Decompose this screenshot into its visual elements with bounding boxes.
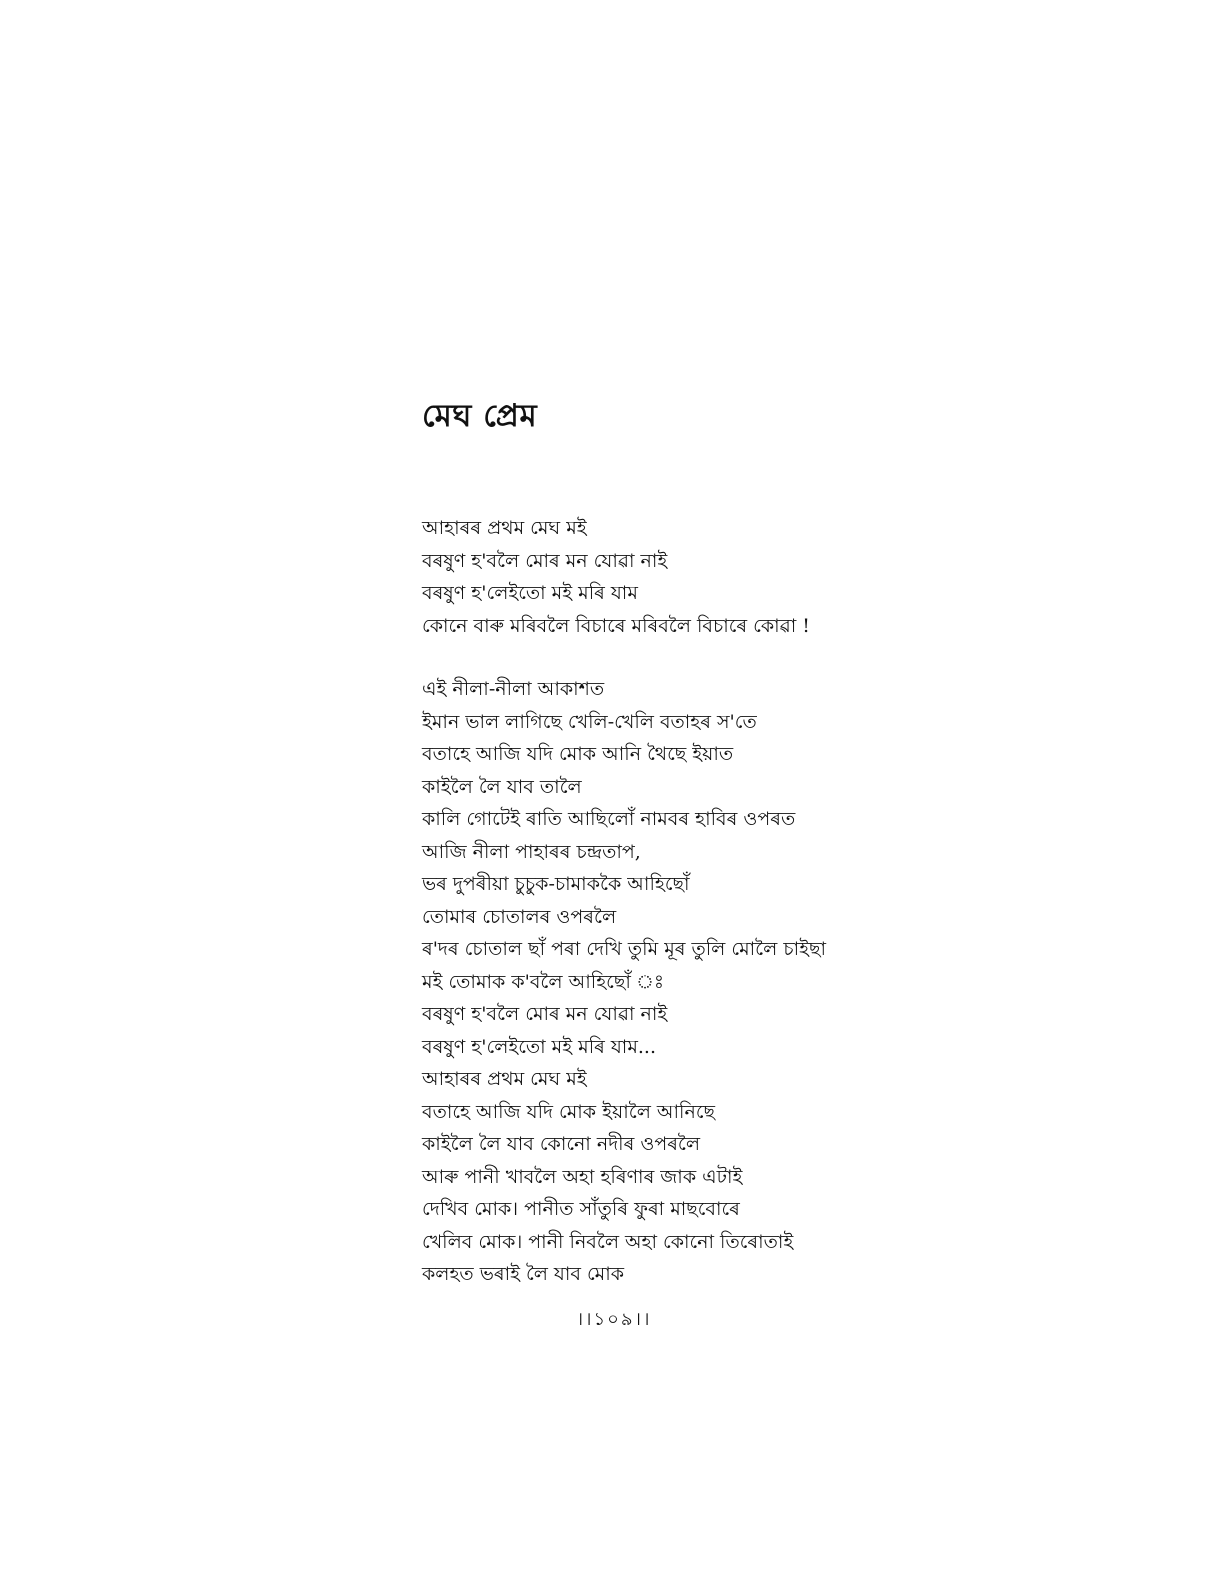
poem-line: মই তোমাক ক'বলৈ আহিছোঁ ঃ (422, 970, 665, 993)
poem-line: আৰু পানী খাবলৈ অহা হৰিণাৰ জাক এটাই (422, 1165, 743, 1188)
poem-line: এই নীলা-নীলা আকাশত (422, 678, 605, 700)
poem-line: বতাহে আজি যদি মোক ইয়ালৈ আনিছে (422, 1100, 715, 1123)
poem-line: আহাৰৰ প্ৰথম মেঘ মই (422, 1068, 587, 1090)
poem-line: কাইলৈ লৈ যাব তালৈ (422, 775, 582, 798)
poem-line: কালি গোটেই ৰাতি আছিলোঁ নামবৰ হাবিৰ ওপৰত (422, 808, 796, 830)
poem-line: ইমান ভাল লাগিছে খেলি-খেলি বতাহৰ স'তে (422, 710, 757, 733)
poem-line: ৰ'দৰ চোতাল ছাঁ পৰা দেখি তুমি মূৰ তুলি মোলৈ চাইছা (422, 938, 826, 960)
poem-line: তোমাৰ চোতালৰ ওপৰলৈ (422, 905, 617, 928)
poem-line: বতাহে আজি যদি মোক আনি থৈছে ইয়াত (422, 743, 734, 765)
poem-line: কাইলৈ লৈ যাব কোনো নদীৰ ওপৰলৈ (422, 1133, 701, 1155)
poem-line: বৰষুণ হ'লেইতো মই মৰি যাম (422, 582, 638, 604)
page-number: ।।১০৯।। (576, 1309, 652, 1330)
poem-title: মেঘ প্ৰেম (422, 398, 538, 434)
poem-line: কোনে বাৰু মৰিবলৈ বিচাৰে মৰিবলৈ বিচাৰে কোৱা ! (422, 614, 810, 637)
poem-line: খেলিব মোক। পানী নিবলৈ অহা কোনো তিৰোতাই (422, 1230, 794, 1253)
poem-line: ভৰ দুপৰীয়া চুচুক-চামাককৈ আহিছোঁ (422, 873, 690, 895)
poem-line: আজি নীলা পাহাৰৰ চন্দ্ৰতাপ, (422, 840, 641, 863)
poem-line: কলহত ভৰাই লৈ যাব মোক (422, 1263, 625, 1285)
stanza-1 (422, 512, 810, 642)
poem-line: বৰষুণ হ'লেইতো মই মৰি যাম... (422, 1035, 656, 1058)
poem-line: আহাৰৰ প্ৰথম মেঘ মই (422, 517, 587, 539)
poem-line: বৰষুণ হ'বলৈ মোৰ মন যোৱা নাই (422, 1003, 668, 1025)
poem-line: দেখিব মোক। পানীত সাঁতুৰি ফুৰা মাছবোৰে (422, 1198, 740, 1220)
poem-line: বৰষুণ হ'বলৈ মোৰ মন যোৱা নাই (422, 549, 668, 572)
stanza-2 (422, 673, 826, 1291)
